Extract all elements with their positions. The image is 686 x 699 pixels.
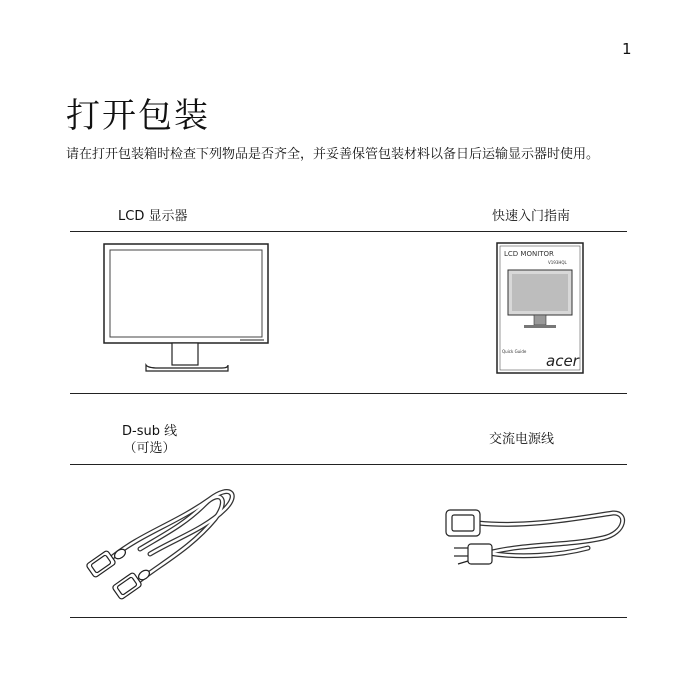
dsub-label-line2: （可选） [123, 441, 176, 456]
item-label-lcd-monitor: LCD 显示器 [118, 209, 188, 224]
dsub-label-line1: D-sub 线 [122, 424, 178, 439]
page-number: 1 [622, 40, 632, 58]
item-label-dsub-cable [122, 423, 177, 457]
divider-row2-top [70, 464, 627, 465]
dsub-cable-icon [80, 474, 250, 604]
acer-logo: acer [546, 352, 579, 370]
item-label-quick-guide: 快速入门指南 [492, 209, 571, 224]
item-label-ac-power-cord: 交流电源线 [489, 432, 555, 447]
booklet-model: V193HQL [548, 260, 567, 265]
divider-row2-bottom [70, 617, 627, 618]
lcd-monitor-icon [100, 240, 272, 380]
divider-row1-bottom [70, 393, 627, 394]
intro-text: 请在打开包装箱时检查下列物品是否齐全，并妥善保管包装材料以备日后运输显示器时使用。 [66, 147, 600, 162]
quick-guide-booklet-icon [494, 240, 586, 376]
ac-power-cord-icon [438, 498, 628, 588]
page-title: 打开包装 [66, 96, 210, 136]
divider-row1-top [70, 231, 627, 232]
booklet-caption: Quick Guide [502, 349, 527, 354]
booklet-header: LCD MONITOR [504, 250, 554, 258]
